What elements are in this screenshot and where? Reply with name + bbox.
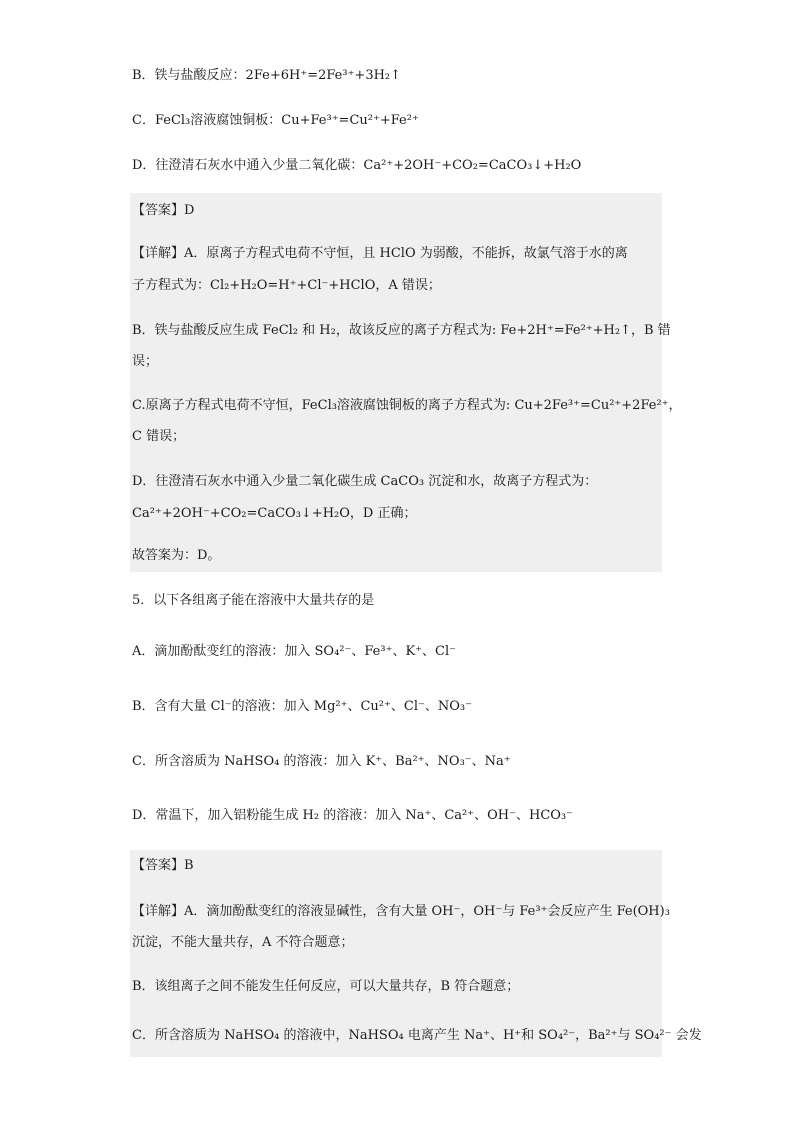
- q4-detail-line-7: D．往澄清石灰水中通入少量二氧化碳生成 CaCO₃ 沉淀和水，故离子方程式为：: [132, 474, 598, 489]
- q5-stem: 5．以下各组离子能在溶液中大量共存的是: [132, 593, 375, 608]
- q4-detail-line-4: 误；: [132, 354, 159, 369]
- q5-detail-line-2: 沉淀，不能大量共存，A 不符合题意；: [132, 935, 354, 950]
- q4-answer: 【答案】D: [132, 203, 195, 218]
- q4-detail-line-8: Ca²⁺+2OH⁻+CO₂=CaCO₃↓+H₂O，D 正确；: [132, 506, 417, 521]
- q5-option-a: A．滴加酚酞变红的溶液：加入 SO₄²⁻、Fe³⁺、K⁺、Cl⁻: [132, 644, 456, 659]
- q4-detail-line-1: 【详解】A．原离子方程式电荷不守恒，且 HClO 为弱酸，不能拆，故氯气溶于水的离: [132, 246, 628, 261]
- q4-option-d: D．往澄清石灰水中通入少量二氧化碳：Ca²⁺+2OH⁻+CO₂=CaCO₃↓+H₂O: [132, 158, 582, 173]
- q5-answer: 【答案】B: [132, 858, 194, 873]
- q4-detail-line-3: B．铁与盐酸反应生成 FeCl₂ 和 H₂，故该反应的离子方程式为: Fe+2H⁺=Fe²⁺+H₂↑，B 错: [132, 323, 671, 338]
- q4-detail-line-6: C 错误；: [132, 429, 186, 444]
- q4-option-c: C．FeCl₃溶液腐蚀铜板：Cu+Fe³⁺=Cu²⁺+Fe²⁺: [132, 113, 419, 128]
- q4-option-b: B．铁与盐酸反应：2Fe+6H⁺=2Fe³⁺+3H₂↑: [132, 68, 402, 83]
- q4-detail-line-5: C.原离子方程式电荷不守恒，FeCl₃溶液腐蚀铜板的离子方程式为: Cu+2Fe³⁺=Cu²⁺+2Fe²⁺，: [132, 398, 682, 413]
- q5-option-d: D．常温下，加入铝粉能生成 H₂ 的溶液：加入 Na⁺、Ca²⁺、OH⁻、HCO₃⁻: [132, 808, 573, 823]
- q4-detail-line-9: 故答案为：D。: [132, 548, 221, 563]
- q5-detail-line-4: C．所含溶质为 NaHSO₄ 的溶液中，NaHSO₄ 电离产生 Na⁺、H⁺和 SO₄²⁻，Ba²⁺与 SO₄²⁻ 会发: [132, 1028, 702, 1043]
- q5-option-b: B．含有大量 Cl⁻的溶液：加入 Mg²⁺、Cu²⁺、Cl⁻、NO₃⁻: [132, 699, 472, 714]
- q5-option-c: C．所含溶质为 NaHSO₄ 的溶液：加入 K⁺、Ba²⁺、NO₃⁻、Na⁺: [132, 754, 511, 769]
- q5-detail-line-3: B．该组离子之间不能发生任何反应，可以大量共存，B 符合题意；: [132, 979, 520, 994]
- q5-answer-block: [130, 850, 662, 1057]
- q4-detail-line-2: 子方程式为：Cl₂+H₂O=H⁺+Cl⁻+HClO，A 错误；: [132, 278, 441, 293]
- q5-detail-line-1: 【详解】A．滴加酚酞变红的溶液显碱性，含有大量 OH⁻，OH⁻与 Fe³⁺会反应产生 Fe(OH)₃: [132, 904, 670, 919]
